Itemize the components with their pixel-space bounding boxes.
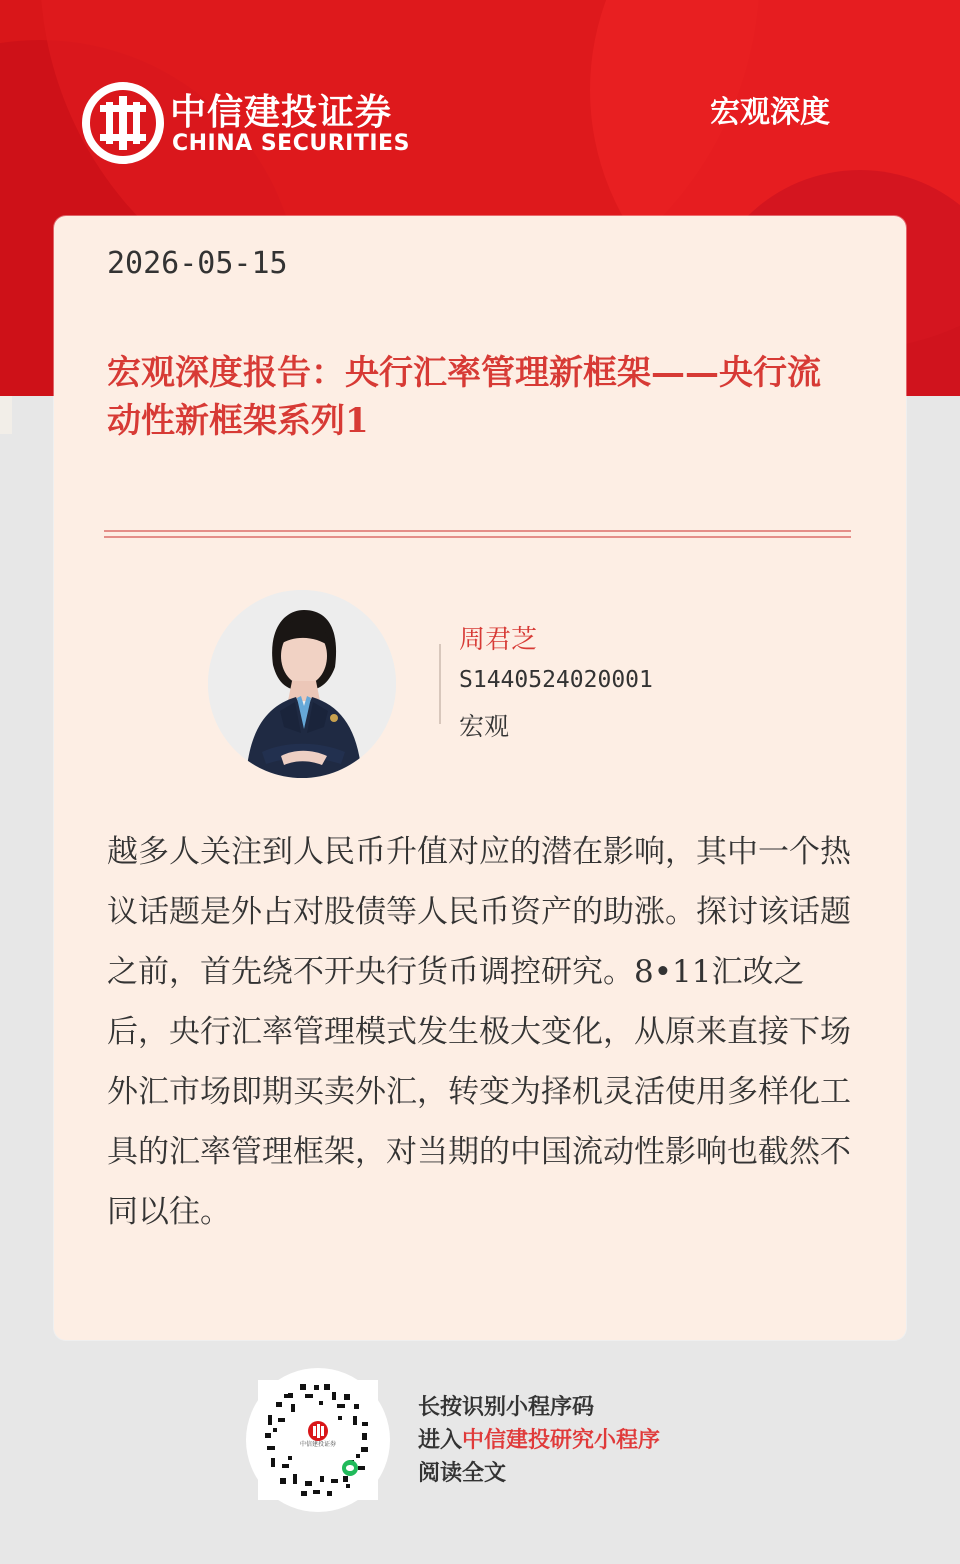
section-tag: 宏观深度 xyxy=(710,95,830,130)
author-divider xyxy=(439,644,441,724)
footer-line-2-prefix: 进入 xyxy=(418,1427,463,1453)
footer-line-3[interactable]: 阅读全文 xyxy=(418,1460,507,1486)
author-name: 周君芝 xyxy=(459,625,538,655)
report-title: 宏观深度报告：央行汇率管理新框架——央行流动性新框架系列1 xyxy=(107,352,821,441)
author-avatar xyxy=(208,590,396,778)
author-category: 宏观 xyxy=(459,712,510,741)
brand-logo xyxy=(82,82,422,168)
mini-program-qr-code-icon[interactable] xyxy=(258,1380,378,1500)
report-date: 2026-05-15 xyxy=(107,246,288,281)
author-license-number: S1440524020001 xyxy=(459,667,653,693)
footer-line-1: 长按识别小程序码 xyxy=(418,1394,595,1420)
left-edge-accent xyxy=(0,396,12,434)
title-divider xyxy=(104,530,851,538)
qr-code-container[interactable] xyxy=(246,1368,390,1512)
mini-program-instructions xyxy=(418,1391,660,1490)
author-portrait-icon xyxy=(208,590,396,778)
china-securities-logo-icon xyxy=(82,82,164,164)
brand-name-en: CHINA SECURITIES xyxy=(172,131,410,156)
report-card xyxy=(54,216,906,1340)
report-summary: 越多人关注到人民币升值对应的潜在影响，其中一个热议话题是外占对股债等人民币资产的助涨。探讨该话题之前，首先绕不开央行货币调控研究。8•11汇改之后，央行汇率管理模式发生极大变化，从原来直接下场外汇市场即期买卖外汇，转变为择机灵活使用多样化工具的汇率管理框架，对当期的中国流动性影响也截然不同以往。 xyxy=(107,834,851,1230)
brand-name-cn: 中信建投证券 xyxy=(170,91,393,133)
footer-mini-program-name[interactable]: 中信建投研究小程序 xyxy=(462,1427,661,1453)
qr-brand-label: 中信建投证券 xyxy=(299,1441,336,1448)
footer xyxy=(0,1364,960,1564)
footer-line-2 xyxy=(418,1424,660,1457)
